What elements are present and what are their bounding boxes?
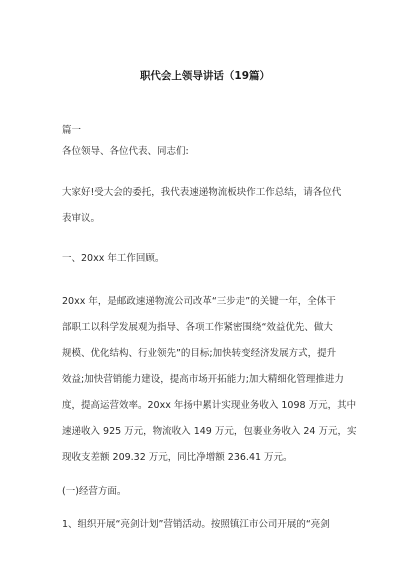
document-title: 职代会上领导讲话（19篇） <box>139 70 271 82</box>
subheading-operations: (一)经营方面。 <box>62 486 127 497</box>
heading-work-review: 一、20xx 年工作回顾。 <box>62 253 165 264</box>
intro-line: 表审议。 <box>62 213 101 224</box>
item-1: 1、组织开展“亮剑计划”营销活动。按照镇江市公司开展的“亮剑 <box>62 519 330 530</box>
review-line: 效益;加快营销能力建设，提高市场开拓能力;加大精细化管理推进力 <box>62 374 344 385</box>
intro-paragraph <box>62 180 352 232</box>
review-paragraph <box>62 289 357 471</box>
review-line: 速递收入 925 万元，物流收入 149 万元，包裹业务收入 24 万元，实 <box>62 426 357 437</box>
section-label: 篇一 <box>62 125 82 136</box>
review-line: 部职工以科学发展观为指导、各项工作紧密围绕“效益优先、做大 <box>62 322 333 333</box>
review-line: 度，提高运营效率。20xx 年扬中累计实现业务收入 1098 万元，其中 <box>62 400 357 411</box>
review-line: 规模、优化结构、行业领先”的目标;加快转变经济发展方式，提升 <box>62 348 337 359</box>
review-line: 现收支差额 209.32 万元，同比净增额 236.41 万元。 <box>62 452 293 463</box>
review-line: 20xx 年，是邮政速递物流公司改革“三步走”的关键一年，全体干 <box>62 296 336 307</box>
intro-line: 大家好!受大会的委托，我代表速递物流板块作工作总结，请各位代 <box>62 187 342 198</box>
salutation: 各位领导、各位代表、同志们: <box>62 146 189 157</box>
